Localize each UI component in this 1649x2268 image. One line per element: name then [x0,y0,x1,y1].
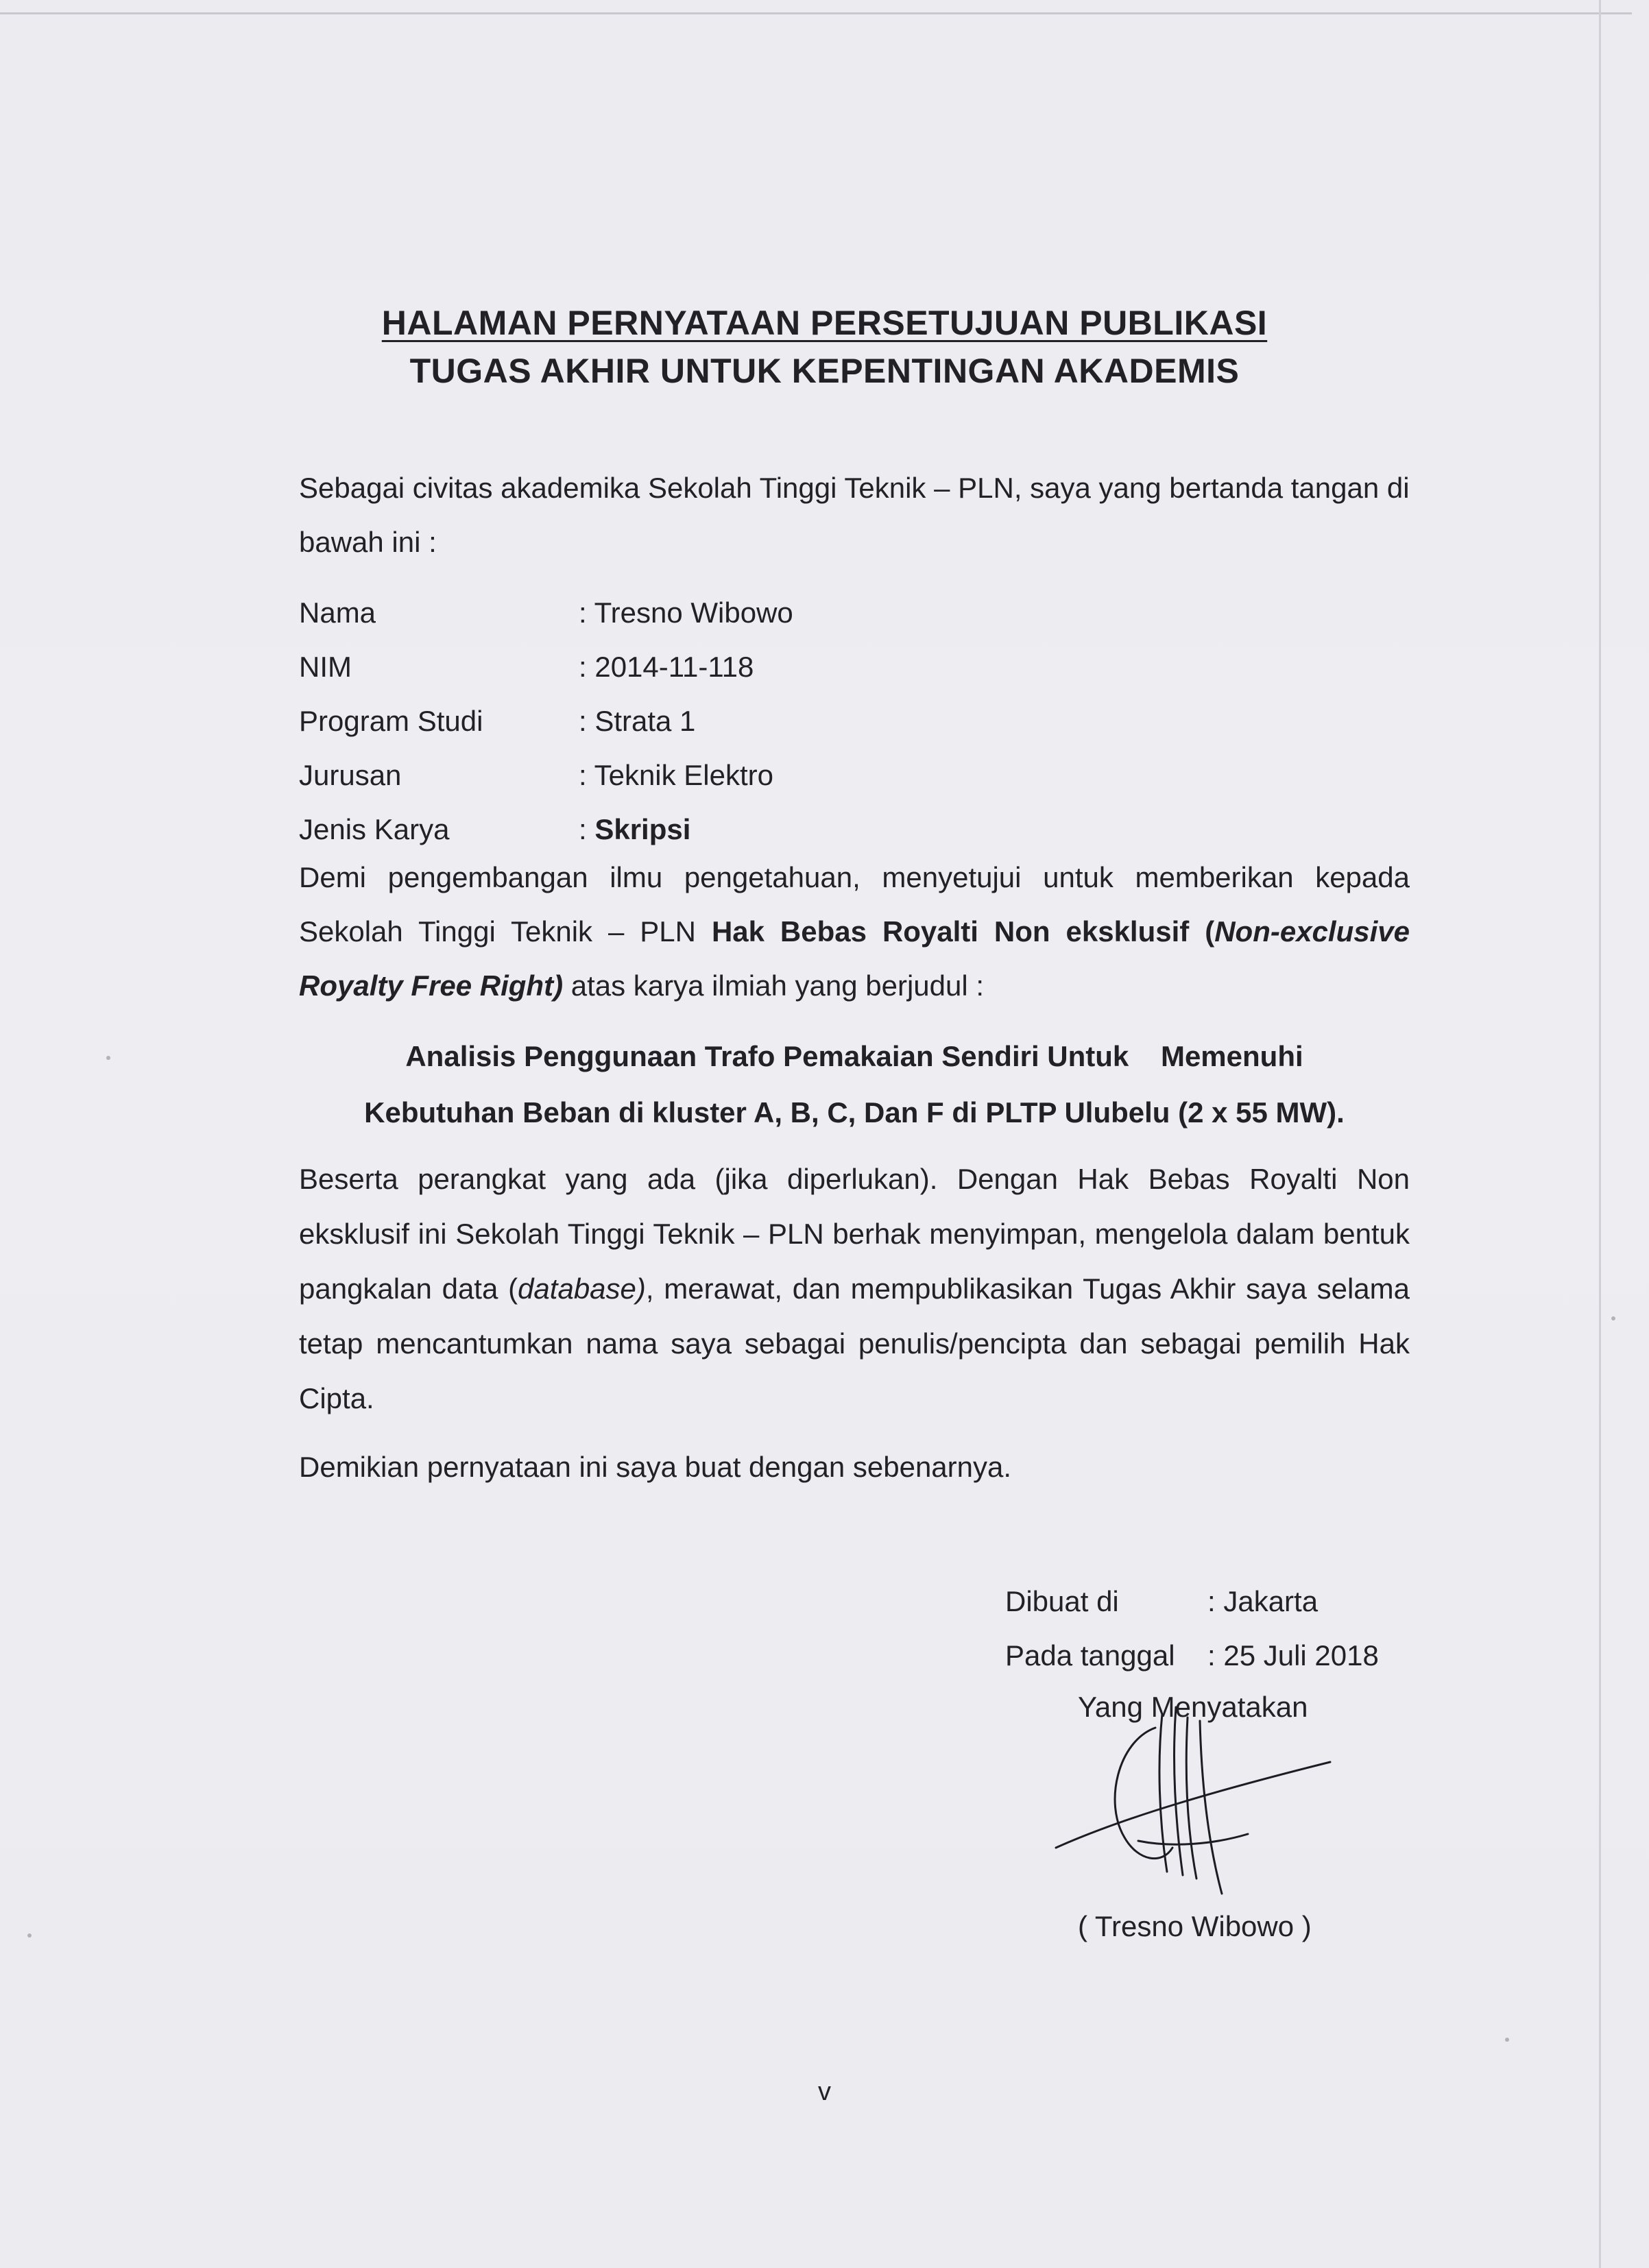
identity-label: Program Studi [299,705,483,737]
identity-label: NIM [299,651,352,683]
identity-label: Jenis Karya [299,813,450,845]
handwritten-signature [1042,1700,1344,1906]
consent-bold-italic: Non-exclusive Royalty Free Right) [299,915,1410,1002]
identity-row-jenis-karya [299,802,1410,856]
scan-speck [1505,2038,1509,2042]
scan-speck [27,1933,32,1938]
consent-text-end: atas karya ilmiah yang berjudul : [563,969,985,1002]
work-title-line-2: Kebutuhan Beban di kluster A, B, C, Dan F di PLTP Ulubelu (2 x 55 MW). [364,1096,1345,1129]
rights-paragraph [299,1152,1410,1426]
page-title [0,303,1649,343]
consent-bold: Hak Bebas Royalti Non eksklusif ( [711,915,1215,948]
identity-value: : Strata 1 [579,705,696,737]
identity-label: Nama [299,596,376,629]
consent-paragraph [299,850,1410,1013]
identity-value: : Teknik Elektro [579,759,774,791]
scan-speck [1611,1316,1615,1320]
work-title-line-1: Analisis Penggunaan Trafo Pemakaian Sendiri Untuk Memenuhi [405,1040,1303,1072]
sign-place-label: Dibuat di [1005,1585,1119,1617]
identity-value-bold: Skripsi [594,813,691,845]
rights-italic: database) [518,1272,646,1305]
consent-text: Demi pengembangan ilmu pengetahuan, menyetujui untuk memberikan kepada Sekolah Tinggi Teknik – PLN [299,861,1410,948]
work-title [299,1028,1410,1141]
identity-row-name [299,586,1410,640]
scan-speck [106,1056,110,1060]
title-line-2: TUGAS AKHIR UNTUK KEPENTINGAN AKADEMIS [409,352,1240,390]
identity-value-prefix: : [579,813,595,845]
sign-place-value: : Jakarta [1207,1585,1319,1617]
scan-edge-top [0,12,1632,14]
identity-label: Jurusan [299,759,402,791]
rights-text: Beserta perangkat yang ada (jika diperlukan). Dengan Hak Bebas Royalti Non eksklusif ini Sekolah Tinggi Teknik – PLN berhak menyimpan, mengelola dalam bentuk pangkalan data ( [299,1163,1410,1305]
declarant-label: Yang Menyatakan [1078,1691,1308,1723]
identity-value: : 2014-11-118 [579,651,754,683]
identity-value: : Tresno Wibowo [579,596,793,629]
closing-paragraph: Demikian pernyataan ini saya buat dengan sebenarnya. [299,1451,1012,1483]
identity-row-nim [299,640,1410,694]
identity-row-jurusan [299,748,1410,802]
title-line-1: HALAMAN PERNYATAAN PERSETUJUAN PUBLIKASI [381,304,1268,342]
rights-text-end: , merawat, dan mempublikasikan Tugas Akhir saya selama tetap mencantumkan nama saya sebagai penulis/pencipta dan sebagai pemilih Hak Cipta. [299,1272,1410,1414]
intro-paragraph: Sebagai civitas akademika Sekolah Tinggi Teknik – PLN, saya yang bertanda tangan di bawah ini : [299,472,1410,558]
sign-place-row [1005,1574,1417,1628]
identity-row-program [299,694,1410,748]
identity-value [579,802,690,856]
page-number: v [818,2077,831,2106]
sign-date-label: Pada tanggal [1005,1639,1175,1672]
signer-name: ( Tresno Wibowo ) [1078,1910,1312,1942]
sign-date-row [1005,1628,1417,1682]
sign-date-value: : 25 Juli 2018 [1207,1639,1379,1672]
